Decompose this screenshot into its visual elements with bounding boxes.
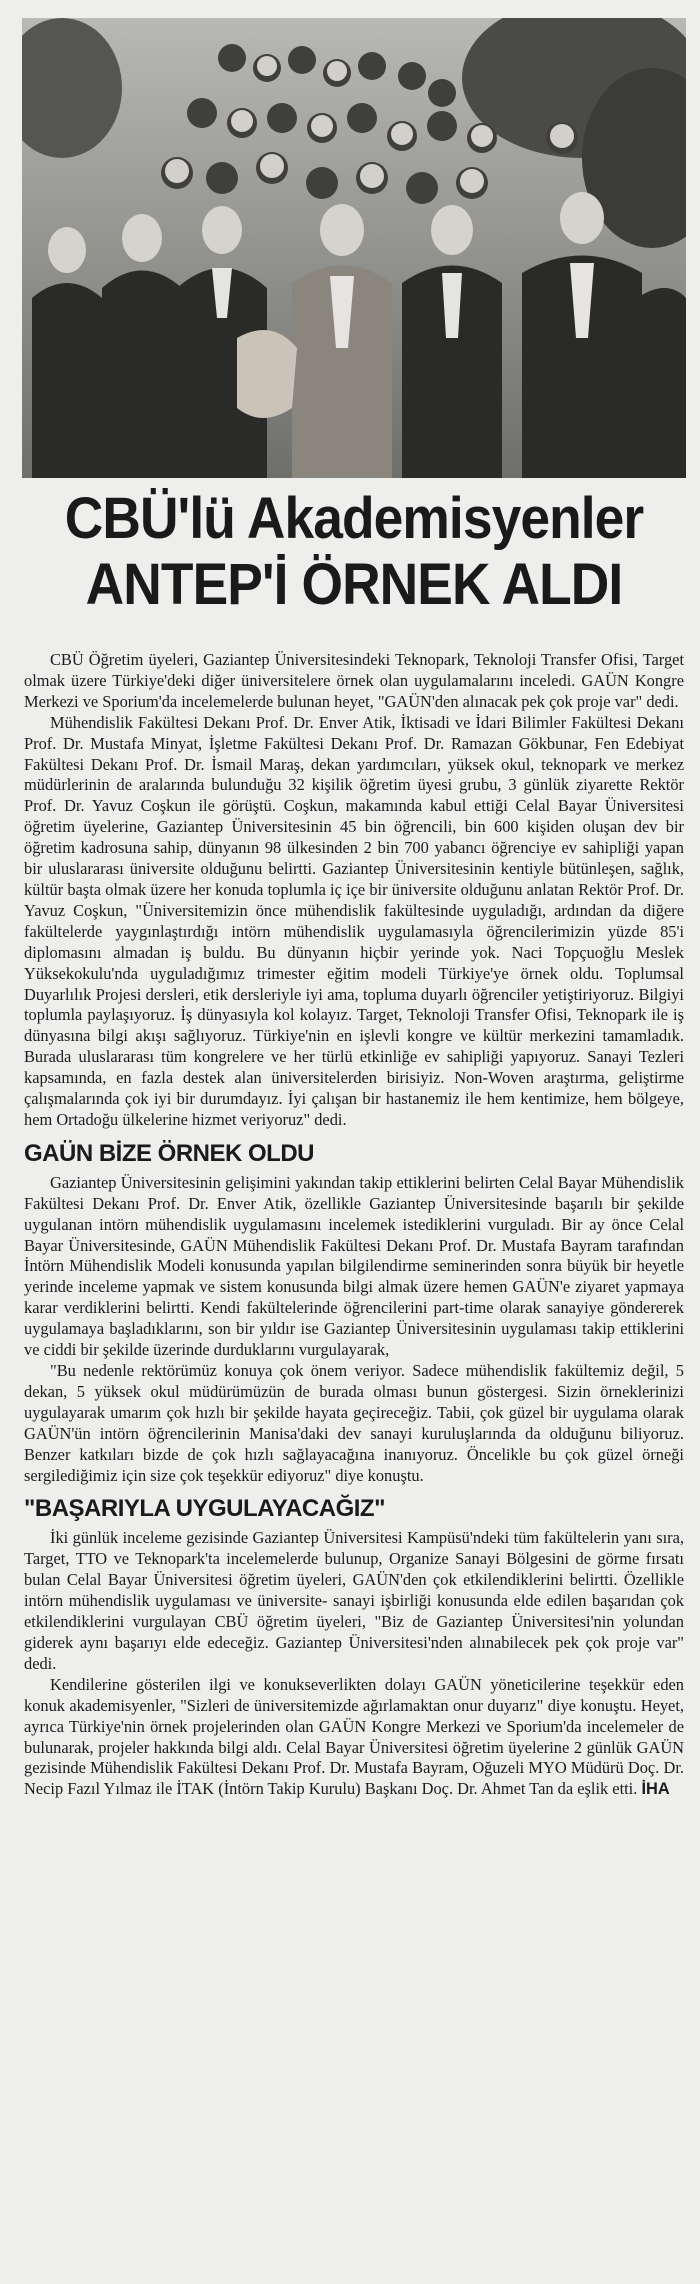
- article-body: [24, 650, 684, 1800]
- article-paragraph: Gaziantep Üniversitesinin gelişimini yakından takip ettiklerini belirten Celal Bayar Mühendislik Fakültesi Dekanı Prof. Dr. Enver Atik, özellikle Gaziantep Üniversitesinde başarılı bir şekilde uygulanan intörn mühendislik uygulamasını incelemek istediklerini vurguladı. Bir ay önce Celal Bayar Üniversitesinde, GAÜN Mühendislik Fakültesi Dekanı Prof. Dr. Mustafa Bayram tarafından İntörn Mühendislik Modeli konusunda yapılan bilgilendirme seminerinden sonra büyük bir heyetle yerinde inceleme yapmak ve sistem konusunda bilgi almak üzere hemen GAÜN'e ziyaret yapmaya karar verdiklerini belirtti. Kendi fakültelerinde öğrencilerini part-time olarak sanayiye göndererek uygulamaya başladıklarını, son bir yıldır ise Gaziantep Üniversitesinin uygulaması takip ettiklerini ve ciddi bir şekilde üzerinde durduklarını vurgulayarak,: [24, 1172, 684, 1360]
- headline-line-1: CBÜ'lü Akademisyenler: [64, 486, 644, 551]
- article-paragraph: CBÜ Öğretim üyeleri, Gaziantep Üniversitesindeki Teknopark, Teknoloji Transfer Ofisi, Target olmak üzere Türkiye'deki diğer üniversitelere örnek olan uygulamalarını inceledi. GAÜN Kongre Merkezi ve Sporium'da incelemelerde bulunan heyet, "GAÜN'den alınacak pek çok proje var" dedi.: [24, 650, 684, 711]
- headline-line-2: ANTEP'İ ÖRNEK ALDI: [85, 552, 623, 617]
- group-photo: [22, 18, 686, 478]
- article-paragraph: Mühendislik Fakültesi Dekanı Prof. Dr. Enver Atik, İktisadi ve İdari Bilimler Fakültesi Dekanı Prof. Dr. Mustafa Minyat, İşletme Fakültesi Dekanı Prof. Dr. Ramazan Gökbunar, Fen Edebiyat Fakültesi Dekanı Prof. Dr. İsmail Maraş, dekan yardımcıları, yüksek okul, teknopark ve merkez müdürlerinin de aralarında bulunduğu 32 kişilik öğretim üyesi grubu, 3 günlük ziyarette Rektör Prof. Dr. Yavuz Coşkun ile görüştü. Coşkun, makamında kabul ettiği Celal Bayar Üniversitesi öğretim üyelerine, Gaziantep Üniversitesinin 45 bin öğrencili, bin 600 kişiden oluşan dev bir öğretim kadrosuna sahip, dünyanın 98 ülkesinden 2 bin 700 yabancı öğrenciye ev sahipliği yapan bir uluslararası üniversite olduğunu belirtti. Gaziantep Üniversitesinin kentiyle bütünleşen, sağlık, kültür başta olmak üzere her konuda toplumla iç içe bir üniversite olduğunu anlatan Rektör Prof. Dr. Yavuz Coşkun, "Üniversitemizin önce mühendislik fakültesinde uyguladığı, ardından da diğere fakültelerde yaygınlaştırdığı intörn mühendislik uygulamasıyla öğrencilerimizin yüzde 85'i diplomasını almadan iş buldu. Bu dünyanın hiçbir yerinde yok. Naci Topçuoğlu Meslek Yüksekokulu'nda uyguladığımız trimester eğitim modeli Türkiye'ye örnek oldu. Toplumsal Duyarlılık Projesi dersleri, etik dersleriyle iyi ama, topluma duyarlı öğrenciler yetiştiriyoruz. Bilgiyi toplumla paylaşıyoruz. İş dünyasıyla kol kolayız. Target, Teknoloji Transfer Ofisi, Teknopark ile iş dünyasına bilgi akışı sağlıyoruz. Türkiye'nin en işlevli kongre ve kültür merkezini tamamladık. Burada uluslararası tüm kongrelere ve her türlü etkinliğe ev sahipliği yapıyoruz. Sanayi Tezleri kapsamında, en fazla destek alan üniversitelerden birisiyiz. Non-Woven araştırma, geliştirme çalışmalarında çok iyi bir durumdayız. İyi çalışan bir hastanemiz ile hem kentimize, hem bölgeye, hem Ortadoğu ülkelerine hizmet veriyoruz" dedi.: [24, 712, 684, 1129]
- headline: [22, 486, 686, 618]
- section-heading: GAÜN BİZE ÖRNEK OLDU: [24, 1139, 314, 1167]
- article-paragraph: İki günlük inceleme gezisinde Gaziantep Üniversitesi Kampüsü'ndeki tüm fakültelerin yanı sıra, Target, TTO ve Teknopark'ta incelemelerde bulunup, Organize Sanayi Bölgesini de görme fırsatı bulan Celal Bayar Üniversitesi öğretim üyeleri, GAÜN'den çok etkilendiklerini belirtti. Özellikle intörn mühendislik uygulaması ve üniversite- sanayi işbirliği konusunda elde edilen başarıdan çok etkilendiklerini vurgulayan CBÜ öğretim üyeleri, "Biz de Gaziantep Üniversitesi'nin yolundan giderek aynı başarıyı elde edeceğiz. Gaziantep Üniversitesi'nden alınabilecek pek çok proje var" dedi.: [24, 1528, 684, 1673]
- article-paragraph: [24, 1675, 684, 1800]
- section-heading: "BAŞARIYLA UYGULAYACAĞIZ": [24, 1495, 385, 1523]
- news-agency-credit: İHA: [641, 1780, 670, 1799]
- article-text: Kendilerine gösterilen ilgi ve konukseverlikten dolayı GAÜN yöneticilerine teşekkür eden konuk akademisyenler, "Sizleri de üniversitemizde ağırlamaktan onur duyarız" diye konuştu. Heyet, ayrıca Türkiye'nin örnek projelerinden olan GAÜN Kongre Merkezi ve Sporium'da incelemeler de bulunarak, projeler hakkında bilgi aldı. Celal Bayar Üniversitesi öğretim üyelerine 2 günlük GAÜN gezisinde Mühendislik Fakültesi Dekanı Prof. Dr. Mustafa Bayram, Oğuzeli MYO Müdürü Doç. Dr. Necip Fazıl Yılmaz ile İTAK (İntörn Takip Kurulu) Başkanı Doç. Dr. Ahmet Tan da eşlik etti.: [24, 1674, 684, 1799]
- article-paragraph: "Bu nedenle rektörümüz konuya çok önem veriyor. Sadece mühendislik fakültemiz değil, 5 dekan, 5 yüksek okul müdürümüzün de burada olması bunun göstergesi. Sizin örneklerinizi uygulayarak umarım çok hızlı bir şekilde hayata geçireceğiz. Tabii, çok güzel bir uygulama olarak GAÜN'ün intörn öğrencilerinin Manisa'daki dev sanayi kuruluşlarında da olduğunu biliyoruz. Benzer katkıları bizde de çok hızlı sağlayacağına inanıyoruz. Öncelikle bu çok güzel örneği sergilediğimiz için size çok teşekkür ediyoruz" diye konuştu.: [24, 1361, 684, 1485]
